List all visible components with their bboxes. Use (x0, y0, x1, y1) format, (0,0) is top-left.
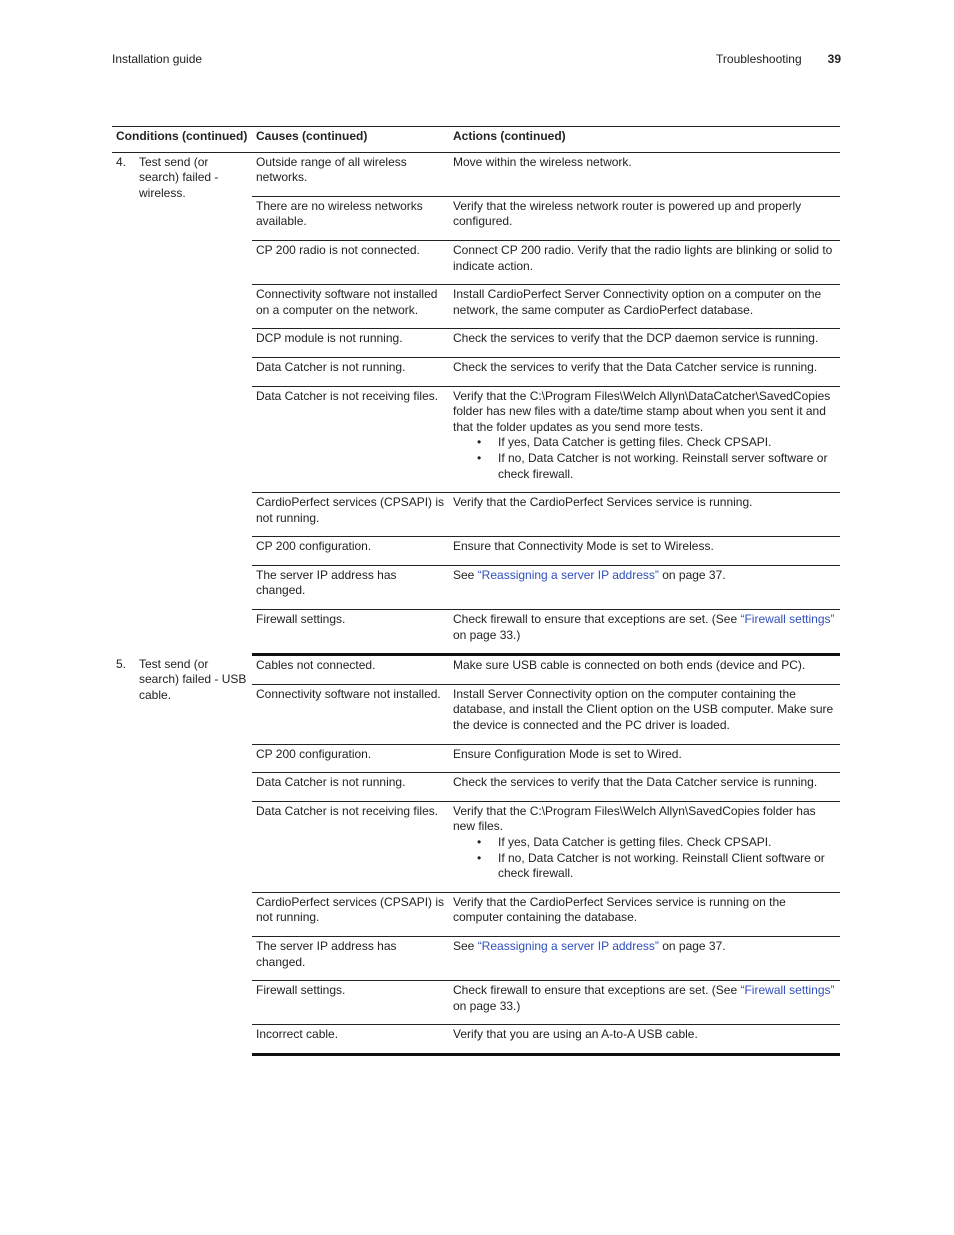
cross-reference-link[interactable]: “Firewall settings” (740, 983, 835, 998)
action-text: Move within the wireless network. (453, 154, 632, 169)
cause-cell: Outside range of all wireless networks. (252, 152, 449, 196)
condition-number: 4. (116, 154, 127, 169)
action-cell (449, 981, 840, 1025)
action-cell (449, 1025, 840, 1055)
action-cell (449, 655, 840, 685)
table-row (112, 152, 840, 196)
action-text: Verify that the CardioPerfect Services service is running. (453, 495, 753, 510)
cause-cell: Data Catcher is not receiving files. (252, 801, 449, 892)
column-header-conditions: Conditions (continued) (112, 127, 252, 153)
cause-cell: Firewall settings. (252, 981, 449, 1025)
section-name: Troubleshooting (716, 52, 802, 66)
table-row (112, 655, 840, 685)
cross-reference-link[interactable]: “Reassigning a server IP address” (477, 938, 659, 953)
action-text: Connect CP 200 radio. Verify that the radio lights are blinking or solid to indicate action. (453, 242, 833, 273)
troubleshooting-table (112, 126, 840, 1056)
action-cell (449, 744, 840, 773)
page-number: 39 (827, 52, 841, 66)
action-text: Check firewall to ensure that exceptions are set. (See (453, 983, 741, 998)
action-text: Ensure Configuration Mode is set to Wired. (453, 746, 682, 761)
action-text: See (453, 938, 478, 953)
action-text: Check firewall to ensure that exceptions are set. (See (453, 612, 741, 627)
action-text: Verify that the C:\Program Files\Welch Allyn\DataCatcher\SavedCopies folder has new files with a date/time stamp about when you sent it and that the folder updates as you send more tests. (453, 388, 831, 434)
cross-reference-link[interactable]: “Firewall settings” (740, 612, 835, 627)
condition-text: Test send (or search) failed - wireless. (139, 154, 219, 200)
cause-cell: CP 200 configuration. (252, 744, 449, 773)
action-cell (449, 773, 840, 802)
action-cell (449, 329, 840, 358)
action-bullet-list (453, 835, 836, 882)
action-cell (449, 610, 840, 655)
action-cell (449, 565, 840, 609)
action-cell (449, 537, 840, 566)
cause-cell: CardioPerfect services (CPSAPI) is not running. (252, 493, 449, 537)
cause-cell: Data Catcher is not running. (252, 773, 449, 802)
cause-cell: Data Catcher is not running. (252, 357, 449, 386)
action-cell (449, 152, 840, 196)
cause-cell: There are no wireless networks available. (252, 196, 449, 240)
cause-cell: CP 200 radio is not connected. (252, 240, 449, 284)
cause-cell: Data Catcher is not receiving files. (252, 386, 449, 493)
action-bullet-item: • If no, Data Catcher is not working. Reinstall Client software or check firewall. (477, 851, 836, 882)
action-text: on page 33.) (453, 627, 521, 642)
action-cell (449, 357, 840, 386)
action-bullet-list (453, 435, 836, 482)
action-text: Verify that the C:\Program Files\Welch Allyn\SavedCopies folder has new files. (453, 803, 816, 834)
running-header-section (716, 52, 841, 68)
action-text: Check the services to verify that the DCP daemon service is running. (453, 331, 819, 346)
cause-cell: Incorrect cable. (252, 1025, 449, 1055)
column-header-actions: Actions (continued) (449, 127, 840, 153)
cause-cell: The server IP address has changed. (252, 565, 449, 609)
action-bullet-item: • If yes, Data Catcher is getting files. Check CPSAPI. (477, 835, 836, 851)
cause-cell: Connectivity software not installed. (252, 684, 449, 744)
action-text: Verify that you are using an A-to-A USB cable. (453, 1027, 698, 1042)
action-text: Install CardioPerfect Server Connectivity option on a computer on the network, the same computer as CardioPerfect database. (453, 287, 822, 317)
action-text: Ensure that Connectivity Mode is set to Wireless. (453, 539, 714, 554)
cause-cell: CardioPerfect services (CPSAPI) is not running. (252, 892, 449, 936)
action-cell (449, 285, 840, 329)
action-text: Install Server Connectivity option on the computer containing the database, and install the Client option on the USB computer. Make sure the device is connected and the PC driver is loaded. (453, 686, 834, 733)
action-text: See (453, 567, 478, 582)
action-text: on page 33.) (453, 998, 521, 1013)
cross-reference-link[interactable]: “Reassigning a server IP address” (477, 567, 659, 582)
cause-cell: Cables not connected. (252, 655, 449, 685)
action-cell (449, 386, 840, 493)
action-text: on page 37. (658, 567, 726, 582)
action-cell (449, 684, 840, 744)
condition-cell (112, 655, 252, 1055)
cause-cell: CP 200 configuration. (252, 537, 449, 566)
action-cell (449, 801, 840, 892)
action-text: Verify that the CardioPerfect Services service is running on the computer containing the database. (453, 894, 786, 925)
action-text: Check the services to verify that the Data Catcher service is running. (453, 359, 818, 374)
cause-cell: Connectivity software not installed on a computer on the network. (252, 285, 449, 329)
action-bullet-item: • If no, Data Catcher is not working. Reinstall server software or check firewall. (477, 451, 836, 482)
action-cell (449, 493, 840, 537)
column-header-causes: Causes (continued) (252, 127, 449, 153)
action-text: on page 37. (658, 938, 726, 953)
condition-text: Test send (or search) failed - USB cable. (139, 656, 247, 702)
cause-cell: DCP module is not running. (252, 329, 449, 358)
action-cell (449, 936, 840, 980)
action-text: Make sure USB cable is connected on both ends (device and PC). (453, 658, 806, 673)
action-cell (449, 196, 840, 240)
condition-cell (112, 152, 252, 655)
cause-cell: The server IP address has changed. (252, 936, 449, 980)
condition-number: 5. (116, 656, 127, 671)
table-header-row (112, 127, 840, 153)
action-text: Verify that the wireless network router is powered up and properly configured. (453, 198, 802, 229)
action-cell (449, 240, 840, 284)
action-bullet-item: • If yes, Data Catcher is getting files. Check CPSAPI. (477, 435, 836, 451)
action-cell (449, 892, 840, 936)
action-text: Check the services to verify that the Data Catcher service is running. (453, 775, 818, 790)
cause-cell: Firewall settings. (252, 610, 449, 655)
running-header-title: Installation guide (112, 52, 203, 66)
